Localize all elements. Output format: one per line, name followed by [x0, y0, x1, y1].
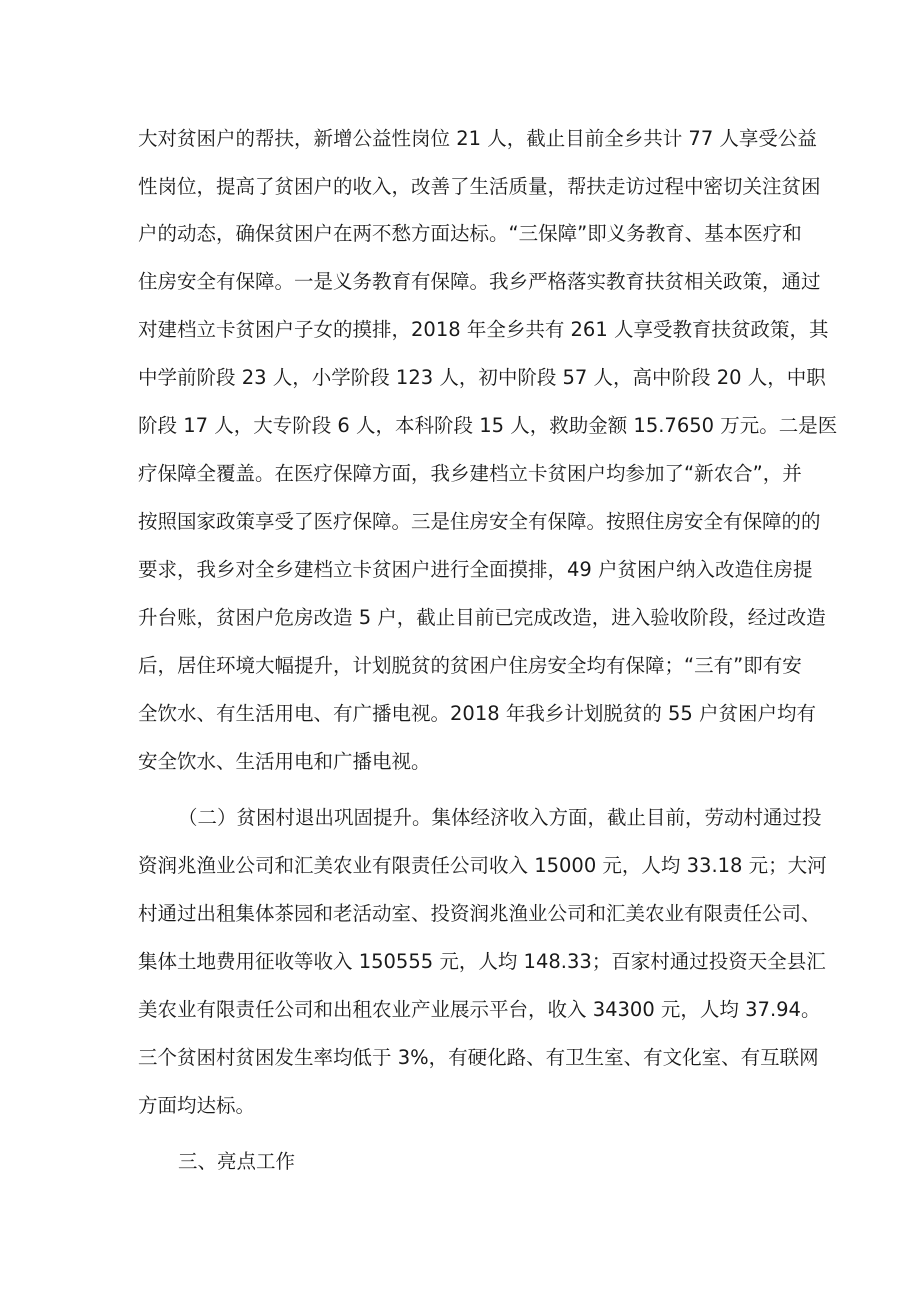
- paragraph-1-line: 全饮水、有生活用电、有广播电视。2018 年我乡计划脱贫的 55 户贫困户均有: [138, 702, 817, 725]
- paragraph-1-line: 大对贫困户的帮扶，新增公益性岗位 21 人，截止目前全乡共计 77 人享受公益: [138, 127, 817, 150]
- paragraph-1-line: 中学前阶段 23 人，小学阶段 123 人，初中阶段 57 人，高中阶段 20 人，中职: [138, 366, 826, 389]
- paragraph-1-line: 性岗位，提高了贫困户的收入，改善了生活质量，帮扶走访过程中密切关注贫困: [138, 175, 821, 198]
- paragraph-2-line: 资润兆渔业公司和汇美农业有限责任公司收入 15000 元，人均 33.18 元；大河: [138, 854, 827, 877]
- paragraph-2-line: 方面均达标。: [138, 1094, 256, 1117]
- paragraph-2-line: 村通过出租集体茶园和老活动室、投资润兆渔业公司和汇美农业有限责任公司、: [138, 902, 821, 925]
- paragraph-1-line: 后，居住环境大幅提升，计划脱贫的贫困户住房安全均有保障；“三有”即有安: [138, 654, 802, 677]
- paragraph-2-line: 集体土地费用征收等收入 150555 元，人均 148.33；百家村通过投资天全县汇: [138, 950, 826, 973]
- paragraph-2-line: 美农业有限责任公司和出租农业产业展示平台，收入 34300 元，人均 37.94。: [138, 998, 821, 1021]
- paragraph-1-line: 住房安全有保障。一是义务教育有保障。我乡严格落实教育扶贫相关政策，通过: [138, 270, 821, 293]
- paragraph-1-line: 疗保障全覆盖。在医疗保障方面，我乡建档立卡贫困户均参加了“新农合”，并: [138, 462, 802, 485]
- section-heading: 三、亮点工作: [178, 1150, 296, 1173]
- paragraph-1-line: 阶段 17 人，大专阶段 6 人，本科阶段 15 人，救助金额 15.7650 万元。二是医: [138, 414, 838, 437]
- paragraph-1-line: 要求，我乡对全乡建档立卡贫困户进行全面摸排，49 户贫困户纳入改造住房提: [138, 558, 813, 581]
- paragraph-2-line: （二）贫困村退出巩固提升。集体经济收入方面，截止目前，劳动村通过投: [178, 806, 822, 829]
- paragraph-1-line: 升台账，贫困户危房改造 5 户，截止目前已完成改造，进入验收阶段，经过改造: [138, 606, 826, 629]
- paragraph-1-line: 按照国家政策享受了医疗保障。三是住房安全有保障。按照住房安全有保障的的: [138, 510, 821, 533]
- paragraph-1-line: 户的动态，确保贫困户在两不愁方面达标。“三保障”即义务教育、基本医疗和: [138, 222, 802, 245]
- paragraph-2-line: 三个贫困村贫困发生率均低于 3%，有硬化路、有卫生室、有文化室、有互联网: [138, 1046, 819, 1069]
- paragraph-1-line: 对建档立卡贫困户子女的摸排，2018 年全乡共有 261 人享受教育扶贫政策，其: [138, 318, 829, 341]
- paragraph-1-line: 安全饮水、生活用电和广播电视。: [138, 750, 431, 773]
